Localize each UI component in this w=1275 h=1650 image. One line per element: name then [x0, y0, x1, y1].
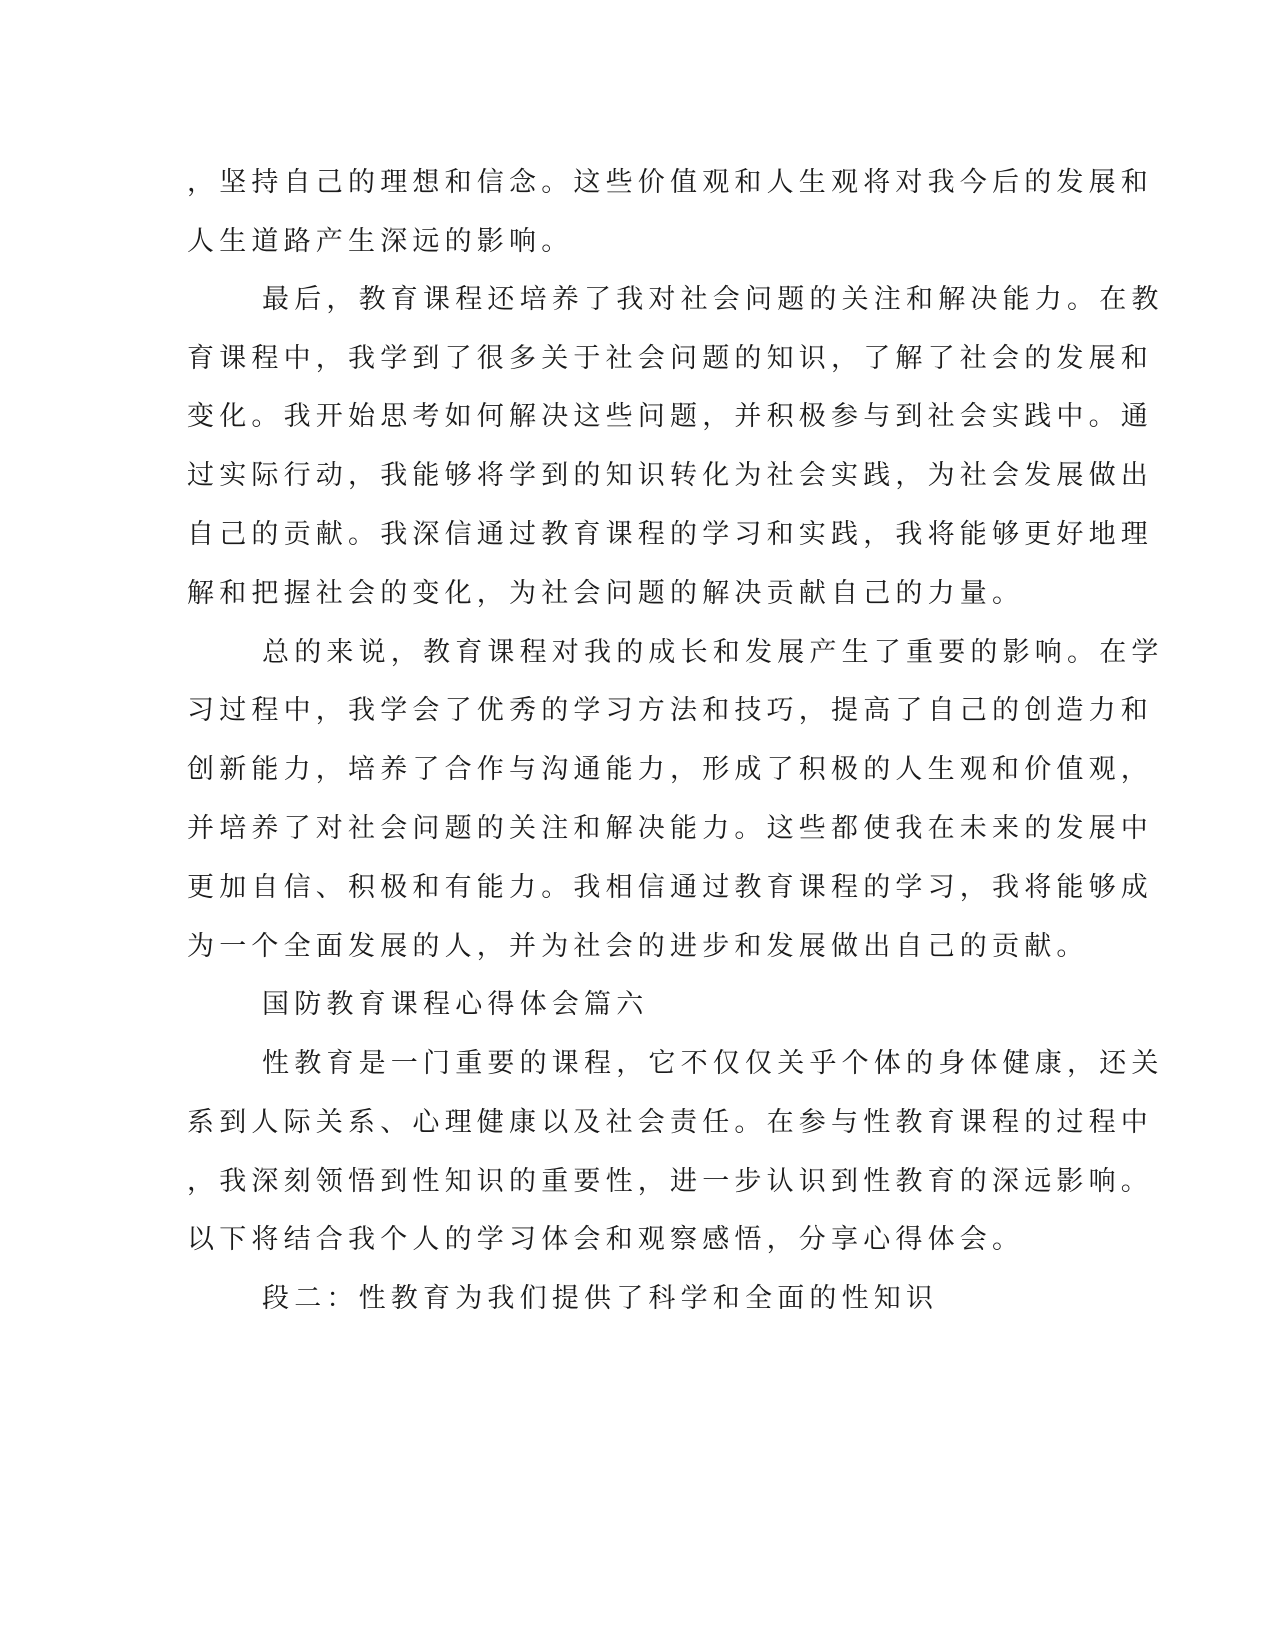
- text-line: 育课程中，我学到了很多关于社会问题的知识，了解了社会的发展和: [187, 343, 1153, 374]
- section-heading: 国防教育课程心得体会篇六: [262, 989, 649, 1020]
- text-line: 创新能力，培养了合作与沟通能力，形成了积极的人生观和价值观，: [187, 754, 1153, 785]
- text-line: 并培养了对社会问题的关注和解决能力。这些都使我在未来的发展中: [187, 813, 1153, 844]
- text-line: 解和把握社会的变化，为社会问题的解决贡献自己的力量。: [187, 578, 1025, 609]
- paragraph-start-line: 总的来说，教育课程对我的成长和发展产生了重要的影响。在学: [262, 637, 1164, 668]
- text-line: 为一个全面发展的人，并为社会的进步和发展做出自己的贡献。: [187, 931, 1089, 962]
- paragraph-start-line: 最后，教育课程还培养了我对社会问题的关注和解决能力。在教: [262, 284, 1164, 315]
- text-line: 过实际行动，我能够将学到的知识转化为社会实践，为社会发展做出: [187, 460, 1153, 491]
- text-line: ，坚持自己的理想和信念。这些价值观和人生观将对我今后的发展和: [187, 167, 1153, 198]
- text-line: 更加自信、积极和有能力。我相信通过教育课程的学习，我将能够成: [187, 872, 1153, 903]
- text-line: 变化。我开始思考如何解决这些问题，并积极参与到社会实践中。通: [187, 401, 1153, 432]
- paragraph-start-line: 性教育是一门重要的课程，它不仅仅关乎个体的身体健康，还关: [262, 1048, 1164, 1079]
- text-line: 系到人际关系、心理健康以及社会责任。在参与性教育课程的过程中: [187, 1107, 1153, 1138]
- text-line: ，我深刻领悟到性知识的重要性，进一步认识到性教育的深远影响。: [187, 1166, 1153, 1197]
- text-line: 自己的贡献。我深信通过教育课程的学习和实践，我将能够更好地理: [187, 519, 1153, 550]
- text-line: 以下将结合我个人的学习体会和观察感悟，分享心得体会。: [187, 1224, 1025, 1255]
- subsection-heading: 段二：性教育为我们提供了科学和全面的性知识: [262, 1283, 939, 1314]
- text-line: 习过程中，我学会了优秀的学习方法和技巧，提高了自己的创造力和: [187, 695, 1153, 726]
- text-line: 人生道路产生深远的影响。: [187, 226, 574, 257]
